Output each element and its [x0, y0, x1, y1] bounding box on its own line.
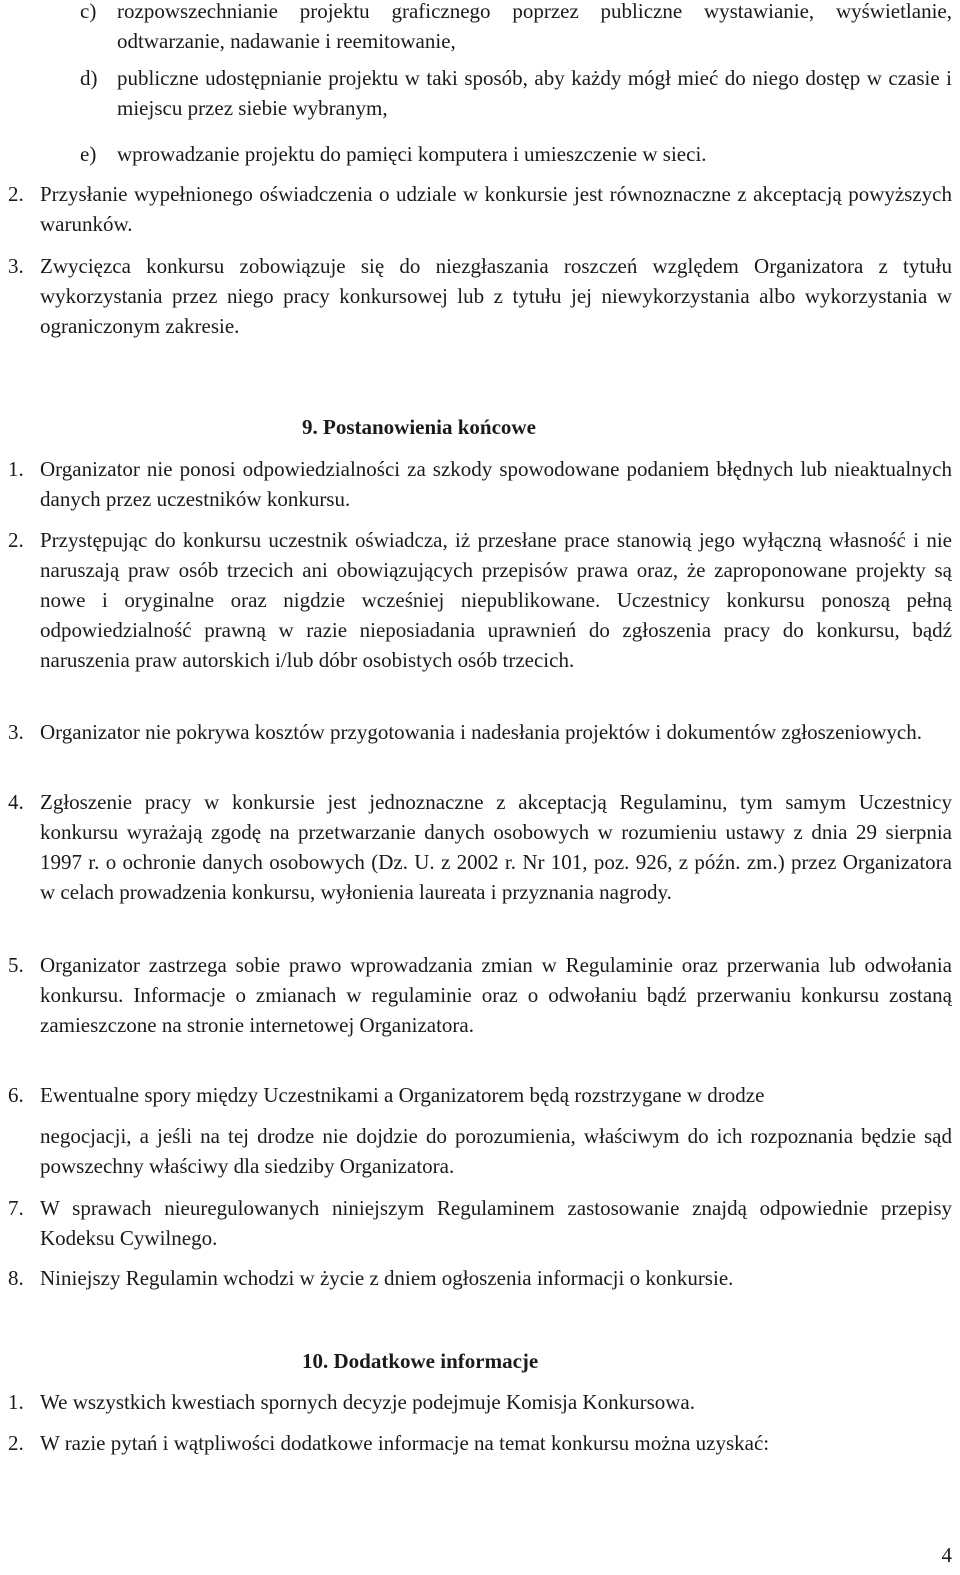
section-heading: 10. Dodatkowe informacje: [302, 1349, 539, 1373]
item-number: 8.: [8, 1266, 24, 1290]
section-heading: 9. Postanowienia końcowe: [302, 415, 536, 439]
list-item: [80, 139, 952, 169]
list-item: [8, 525, 952, 675]
list-item: [8, 251, 952, 341]
list-item: [8, 1193, 952, 1253]
item-text: Ewentualne spory między Uczestnikami a Organizatorem będą rozstrzygane w drodze: [40, 1083, 765, 1107]
item-text: W razie pytań i wątpliwości dodatkowe informacje na temat konkursu można uzyskać:: [40, 1431, 770, 1455]
item-text: Zwycięzca konkursu zobowiązuje się do niezgłaszania roszczeń względem Organizatora z tytułu wykorzystania przez niego pracy konkursowej lub z tytułu jej niewykorzystania albo wykorzystania w ograniczonym zakresie.: [40, 254, 952, 338]
item-text: wprowadzanie projektu do pamięci komputera i umieszczenie w sieci.: [117, 142, 707, 166]
list-item: [8, 717, 952, 747]
item-number: 2.: [8, 1431, 24, 1455]
item-text: publiczne udostępnianie projektu w taki sposób, aby każdy mógł mieć do niego dostęp w czasie i miejscu przez siebie wybranym,: [117, 66, 952, 120]
item-text: rozpowszechnianie projektu graficznego poprzez publiczne wystawianie, wyświetlanie, odtwarzanie, nadawanie i reemitowanie,: [117, 0, 952, 53]
item-number: 2.: [8, 182, 24, 206]
list-item: [80, 0, 952, 56]
list-item: [8, 1428, 952, 1458]
item-text: Zgłoszenie pracy w konkursie jest jednoznaczne z akceptacją Regulaminu, tym samym Uczestnicy konkursu wyrażają zgodę na przetwarzanie danych osobowych w rozumieniu ustawy z dnia 29 sierpnia 1997 r. o ochronie danych osobowych (Dz. U. z 2002 r. Nr 101, poz. 926, z późn. zm.) przez Organizatora w celach prowadzenia konkursu, wyłonienia laureata i przyznania nagrody.: [40, 790, 952, 904]
item-text: Przysłanie wypełnionego oświadczenia o udziale w konkursie jest równoznaczne z akceptacją powyższych warunków.: [40, 182, 952, 236]
item-text: W sprawach nieuregulowanych niniejszym Regulaminem zastosowanie znajdą odpowiednie przepisy Kodeksu Cywilnego.: [40, 1196, 952, 1250]
item-number: e): [80, 142, 97, 166]
list-item: [8, 1387, 952, 1417]
item-number: 1.: [8, 457, 24, 481]
list-item: [8, 1263, 952, 1293]
item-number: 5.: [8, 953, 24, 977]
item-text: Organizator nie pokrywa kosztów przygotowania i nadesłania projektów i dokumentów zgłoszeniowych.: [40, 720, 922, 744]
item-number: 2.: [8, 528, 24, 552]
item-text: Niniejszy Regulamin wchodzi w życie z dniem ogłoszenia informacji o konkursie.: [40, 1266, 734, 1290]
item-number: d): [80, 66, 98, 90]
item-number: 3.: [8, 254, 24, 278]
list-item: [8, 787, 952, 907]
item-number: 4.: [8, 790, 24, 814]
item-number: c): [80, 0, 97, 23]
list-item: [8, 1080, 952, 1181]
item-text: Organizator zastrzega sobie prawo wprowadzania zmian w Regulaminie oraz przerwania lub odwołania konkursu. Informacje o zmianach w regulaminie oraz o odwołaniu bądź przerwaniu konkursu zostaną zamieszczone na stronie internetowej Organizatora.: [40, 953, 952, 1037]
list-item: [8, 454, 952, 514]
item-number: 1.: [8, 1390, 24, 1414]
item-text: We wszystkich kwestiach spornych decyzje podejmuje Komisja Konkursowa.: [40, 1390, 695, 1414]
list-item: [8, 950, 952, 1040]
list-item: [80, 63, 952, 123]
item-number: 6.: [8, 1083, 24, 1107]
item-text-continuation: negocjacji, a jeśli na tej drodze nie dojdzie do porozumienia, właściwym do ich rozpoznania będzie sąd powszechny właściwy dla siedziby Organizatora.: [40, 1124, 952, 1178]
item-number: 7.: [8, 1196, 24, 1220]
item-number: 3.: [8, 720, 24, 744]
item-text: Przystępując do konkursu uczestnik oświadcza, iż przesłane prace stanowią jego wyłączną własność i nie naruszają praw osób trzecich ani obowiązujących przepisów prawa oraz, że zaproponowane projekty są nowe i oryginalne oraz nigdzie wcześniej niepublikowane. Uczestnicy konkursu ponoszą pełną odpowiedzialność prawną w razie nieposiadania uprawnień do zgłoszenia pracy do konkursu, bądź naruszenia praw autorskich i/lub dóbr osobistych osób trzecich.: [40, 528, 952, 672]
item-text: Organizator nie ponosi odpowiedzialności za szkody spowodowane podaniem błędnych lub nieaktualnych danych przez uczestników konkursu.: [40, 457, 952, 511]
page-number: 4: [941, 1543, 952, 1567]
list-item: [8, 179, 952, 239]
